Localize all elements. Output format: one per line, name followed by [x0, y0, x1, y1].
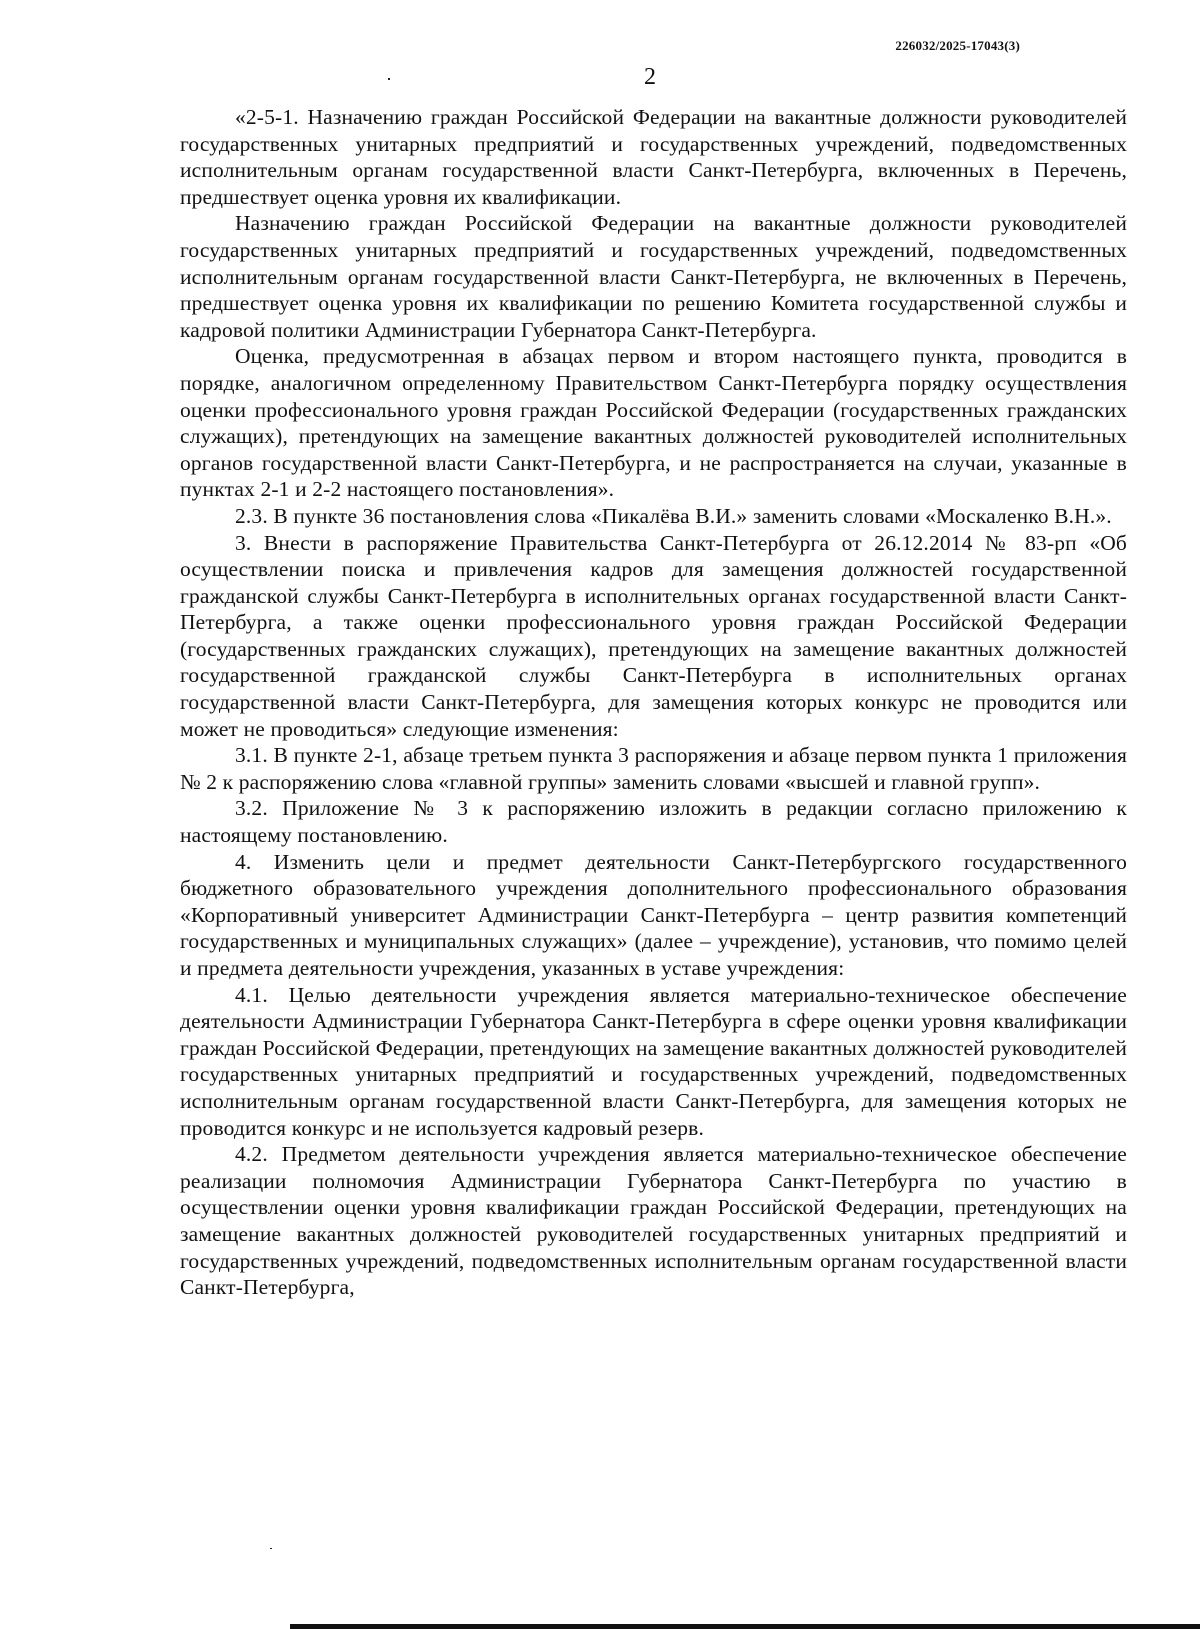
paragraph: «2-5-1. Назначению граждан Российской Федерации на вакантные должности руководителей государственных унитарных предприятий и государственных учреждений, подведомственных исполнительным органам государственной власти Санкт-Петербурга, включенных в Перечень, предшествует оценка уровня их квалификации. — [180, 105, 1127, 209]
paragraph: 3.2. Приложение № 3 к распоряжению изложить в редакции согласно приложению к настоящему постановлению. — [180, 796, 1127, 848]
document-body — [180, 104, 1127, 1301]
paragraph: Назначению граждан Российской Федерации на вакантные должности руководителей государственных унитарных предприятий и государственных учреждений, подведомственных исполнительным органам государственной власти Санкт-Петербурга, не включенных в Перечень, предшествует оценка уровня их квалификации по решению Комитета государственной службы и кадровой политики Администрации Губернатора Санкт-Петербурга. — [180, 211, 1127, 342]
paragraph: Оценка, предусмотренная в абзацах первом и втором настоящего пункта, проводится в порядке, аналогичном определенному Правительством Санкт-Петербурга порядку осуществления оценки профессионального уровня граждан Российской Федерации (государственных гражданских служащих), претендующих на замещение вакантных должностей руководителей исполнительных органов государственной власти Санкт-Петербурга, и не распространяется на случаи, указанные в пунктах 2-1 и 2-2 настоящего постановления». — [180, 344, 1127, 502]
scan-speck — [388, 78, 390, 80]
paragraph: 3. Внести в распоряжение Правительства Санкт-Петербурга от 26.12.2014 № 83-рп «Об осуществлении поиска и привлечения кадров для замещения должностей государственной гражданской службы Санкт-Петербурга в исполнительных органах государственной власти Санкт-Петербурга, а также оценки профессионального уровня граждан Российской Федерации (государственных гражданских служащих), претендующих на замещение вакантных должностей государственной гражданской службы Санкт-Петербурга в исполнительных органах государственной власти Санкт-Петербурга, для замещения которых конкурс не проводится или может не проводиться» следующие изменения: — [180, 530, 1127, 741]
paragraph: 4.1. Целью деятельности учреждения является материально-техническое обеспечение деятельности Администрации Губернатора Санкт-Петербурга в сфере оценки уровня квалификации граждан Российской Федерации, претендующих на замещение вакантных должностей руководителей государственных унитарных предприятий и государственных учреждений, подведомственных исполнительным органам государственной власти Санкт-Петербурга, для замещения которых не проводится конкурс и не используется кадровый резерв. — [180, 982, 1127, 1140]
paragraph: 4.2. Предметом деятельности учреждения является материально-техническое обеспечение реализации полномочия Администрации Губернатора Санкт-Петербурга по участию в осуществлении оценки уровня квалификации граждан Российской Федерации, претендующих на замещение вакантных должностей руководителей государственных унитарных предприятий и государственных учреждений, подведомственных исполнительным органам государственной власти Санкт-Петербурга, — [180, 1142, 1127, 1300]
scan-speck — [270, 1548, 272, 1549]
paragraph: 4. Изменить цели и предмет деятельности Санкт-Петербургского государственного бюджетного образовательного учреждения дополнительного профессионального образования «Корпоративный университет Администрации Санкт-Петербурга – центр развития компетенций государственных и муниципальных служащих» (далее – учреждение), установив, что помимо целей и предмета деятельности учреждения, указанных в уставе учреждения: — [180, 849, 1127, 980]
paragraph: 3.1. В пункте 2-1, абзаце третьем пункта 3 распоряжения и абзаце первом пункта 1 приложения № 2 к распоряжению слова «главной группы» заменить словами «высшей и главной групп». — [180, 743, 1127, 794]
page-number: 2 — [644, 64, 656, 90]
document-registration-number: 226032/2025-17043(3) — [895, 38, 1020, 53]
scan-edge-bar — [290, 1624, 1200, 1629]
paragraph: 2.3. В пункте 36 постановления слова «Пикалёва В.И.» заменить словами «Москаленко В.Н.». — [235, 503, 1112, 528]
